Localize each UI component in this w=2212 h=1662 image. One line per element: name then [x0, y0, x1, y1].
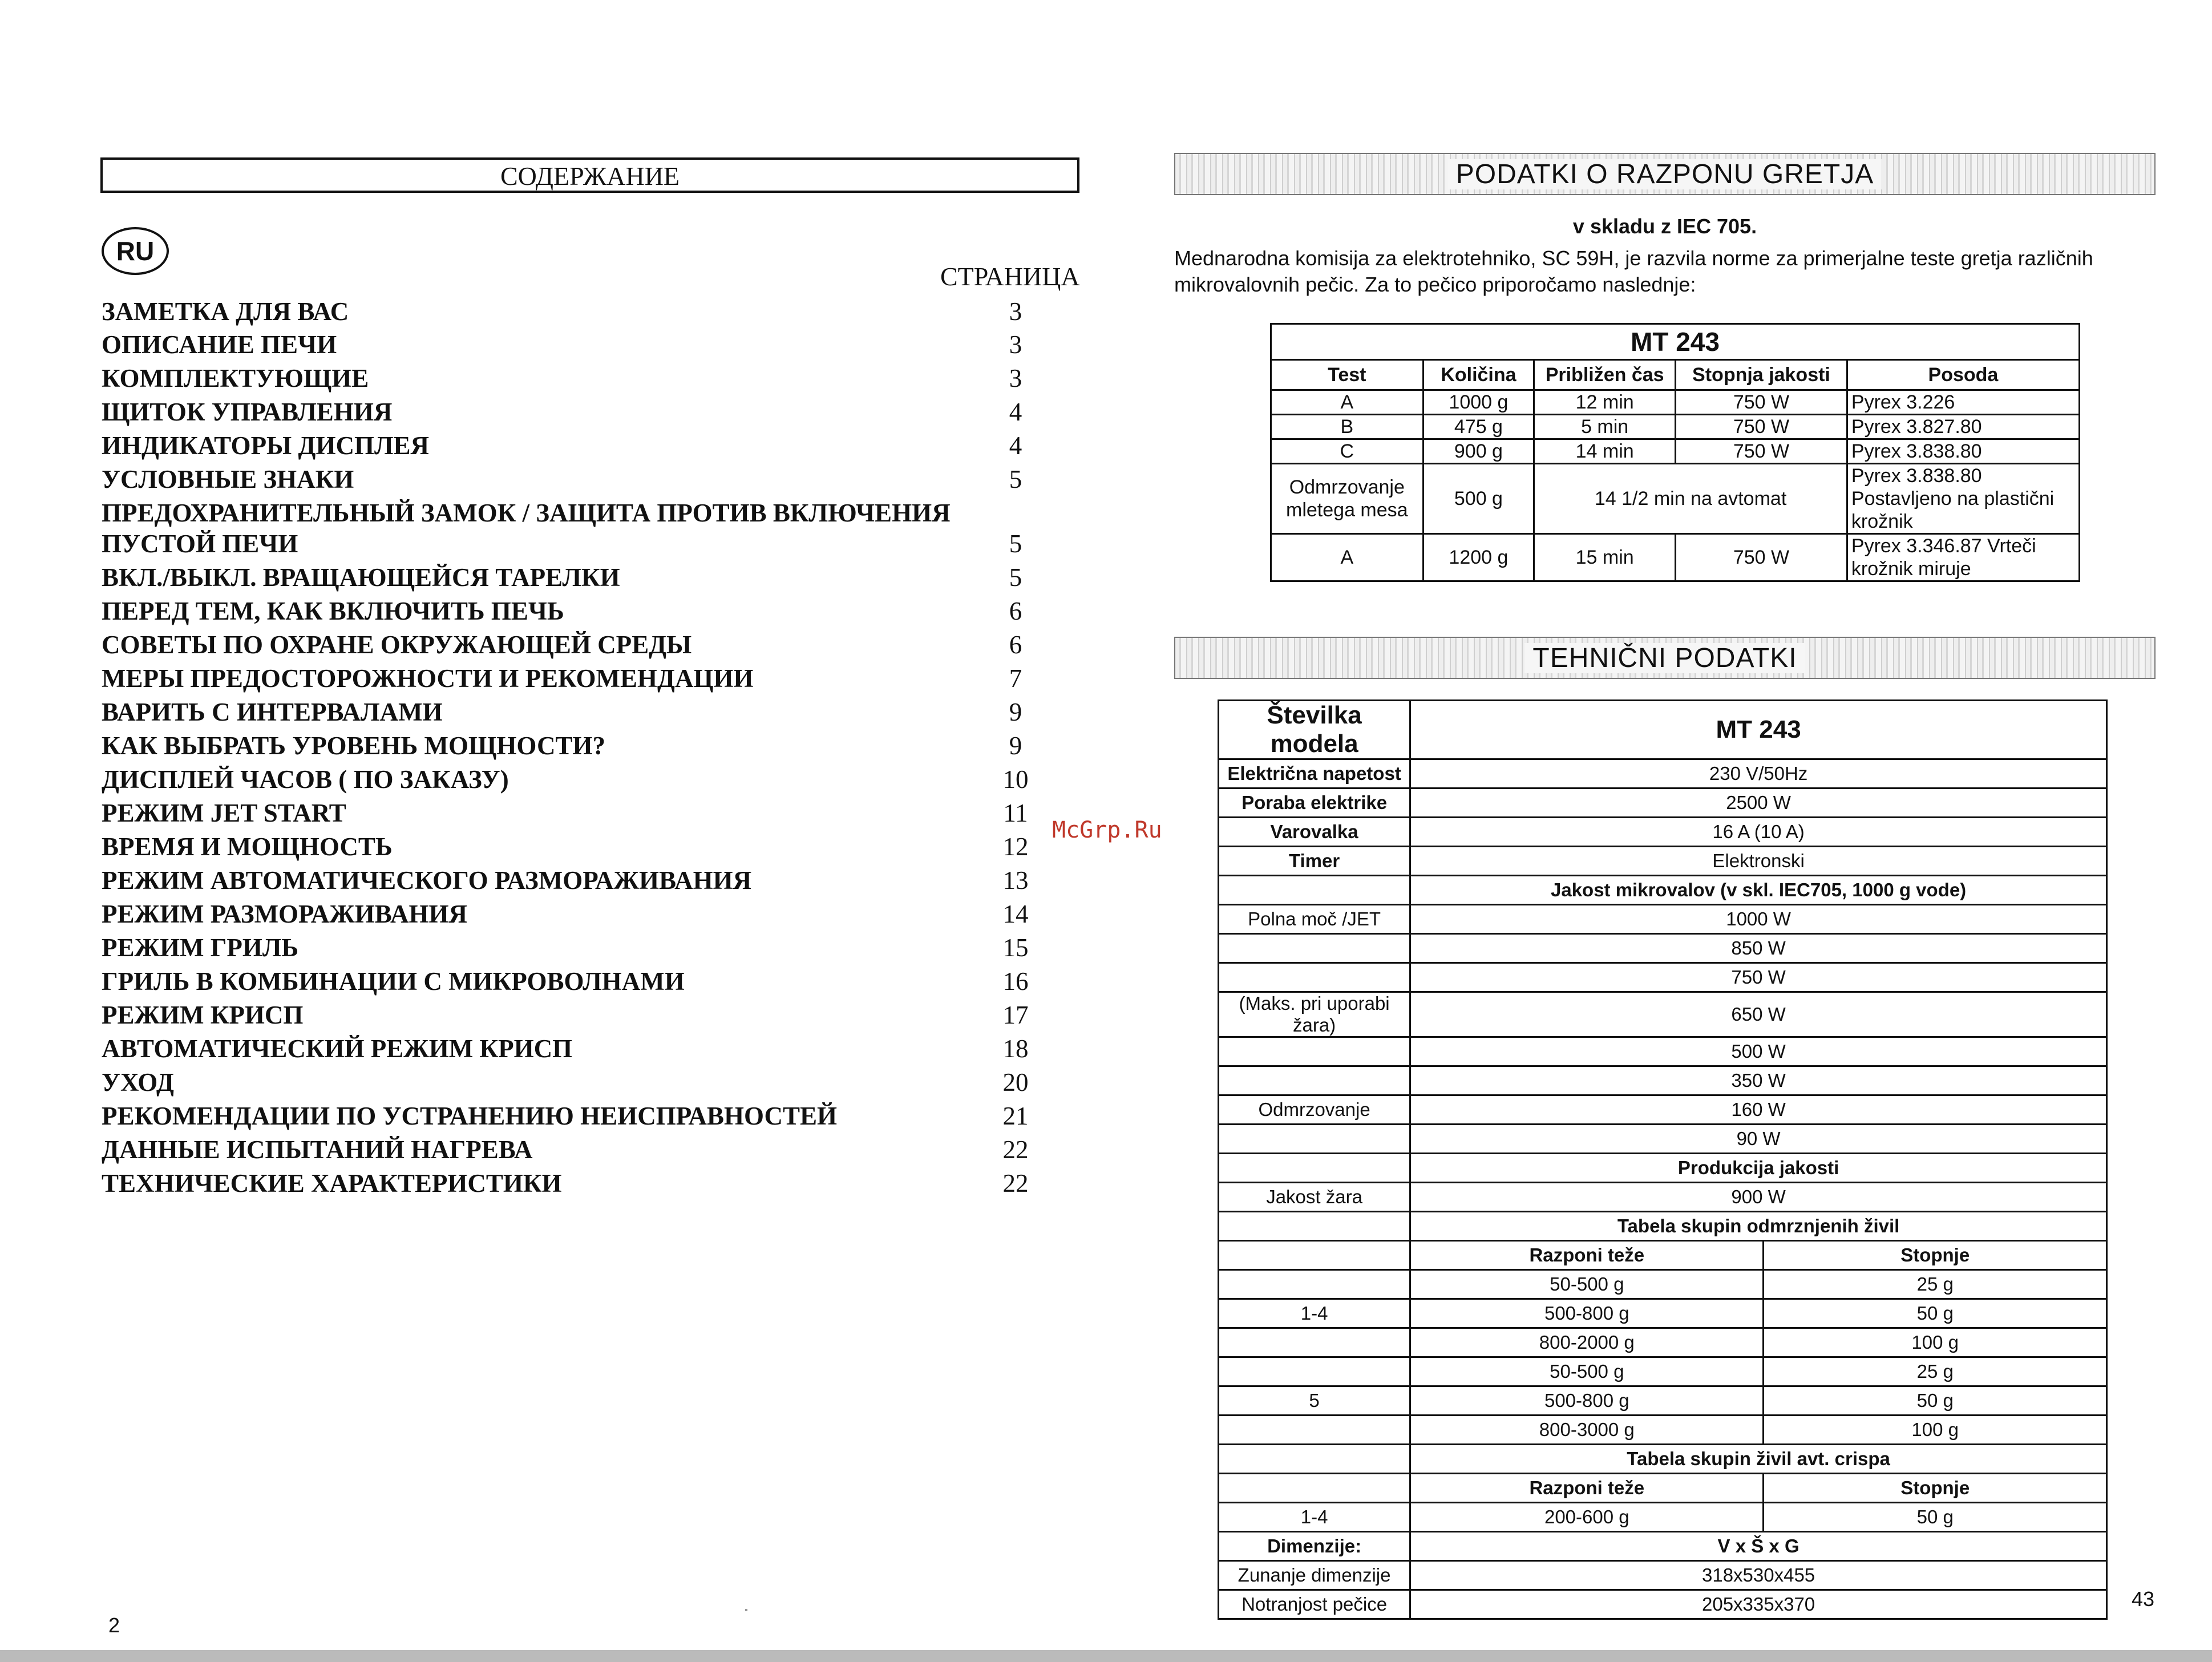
toc-item-label: ДИСПЛЕЙ ЧАСОВ ( ПО ЗАКАЗУ): [102, 765, 509, 794]
heat-section-title: PODATKI O RAZPONU GRETJA: [1448, 159, 1882, 189]
range-cell: 800-3000 g: [1410, 1416, 1764, 1445]
table-row: [1219, 1066, 2107, 1095]
spec-label: Polna moč /JET: [1219, 905, 1410, 934]
step-cell: 100 g: [1764, 1328, 2107, 1357]
section-header: Jakost mikrovalov (v skl. IEC705, 1000 g vode): [1410, 876, 2107, 905]
table-cell: 750 W: [1676, 390, 1847, 415]
empty-cell: [1219, 1241, 1410, 1270]
column-header: Stopnja jakosti: [1676, 360, 1847, 390]
table-cell: 475 g: [1423, 415, 1534, 439]
toc-item-label: ПРЕДОХРАНИТЕЛЬНЫЙ ЗАМОК / ЗАЩИТА ПРОТИВ ВКЛЮЧЕНИЯ: [102, 499, 951, 527]
toc-item-page: 5: [1009, 529, 1022, 558]
table-cell: Pyrex 3.838.80: [1847, 439, 2079, 464]
range-cell: 800-2000 g: [1410, 1328, 1764, 1357]
table-row: [1219, 1299, 2107, 1328]
table-row: [1219, 1037, 2107, 1066]
range-cell: 500-800 g: [1410, 1386, 1764, 1416]
section-header: Tabela skupin živil avt. crispa: [1410, 1445, 2107, 1474]
column-header: Razponi teže: [1410, 1474, 1764, 1503]
scan-speck: [745, 1609, 747, 1611]
toc-item-page: 5: [1009, 465, 1022, 494]
spec-label: Zunanje dimenzije: [1219, 1561, 1410, 1590]
toc-item-page: 17: [1002, 1001, 1029, 1029]
table-row: [1219, 788, 2107, 818]
toc-item-label: РЕЖИМ РАЗМОРАЖИВАНИЯ: [102, 900, 467, 928]
table-row: [1219, 759, 2107, 788]
table-row: [1219, 1357, 2107, 1386]
toc-item-page: 18: [1002, 1034, 1029, 1063]
spec-value: 205x335x370: [1410, 1590, 2107, 1619]
table-cell: A: [1271, 390, 1424, 415]
table-cell: 750 W: [1676, 534, 1847, 581]
table-row: [1219, 905, 2107, 934]
right-page-number: 43: [2132, 1587, 2155, 1611]
spec-value: 750 W: [1410, 963, 2107, 992]
toc-item-label: СОВЕТЫ ПО ОХРАНЕ ОКРУЖАЮЩЕЙ СРЕДЫ: [102, 630, 692, 659]
spec-value: 1000 W: [1410, 905, 2107, 934]
table-cell: Pyrex 3.226: [1847, 390, 2079, 415]
table-row: [1219, 1474, 2107, 1503]
toc-item-page: 6: [1009, 597, 1022, 625]
step-cell: 25 g: [1764, 1270, 2107, 1299]
table-row: [1219, 1590, 2107, 1619]
toc-item-page: 5: [1009, 563, 1022, 592]
toc-item-page: 9: [1009, 698, 1022, 726]
empty-cell: [1219, 1270, 1410, 1299]
table-row: [1219, 963, 2107, 992]
table-cell: 1000 g: [1423, 390, 1534, 415]
toc-item-label: РЕЖИМ ГРИЛЬ: [102, 933, 299, 962]
table-row: [1219, 1125, 2107, 1154]
table-row: [1219, 1386, 2107, 1416]
spec-value: 230 V/50Hz: [1410, 759, 2107, 788]
table-row: [1271, 415, 2080, 439]
toc-item-label: КАК ВЫБРАТЬ УРОВЕНЬ МОЩНОСТИ?: [102, 731, 605, 760]
spec-label: Jakost žara: [1219, 1183, 1410, 1212]
table-row: [1271, 464, 2080, 534]
spec-label: Timer: [1219, 847, 1410, 876]
toc-item-label: МЕРЫ ПРЕДОСТОРОЖНОСТИ И РЕКОМЕНДАЦИИ: [102, 664, 754, 693]
column-header: Posoda: [1847, 360, 2079, 390]
column-header: Razponi teže: [1410, 1241, 1764, 1270]
toc-item-page: 11: [1003, 799, 1028, 827]
toc-item-page: 16: [1002, 967, 1029, 996]
heat-table-header-row: [1271, 360, 2080, 390]
spec-value: 650 W: [1410, 992, 2107, 1037]
heat-intro: Mednarodna komisija za elektrotehniko, SC 59H, je razvila norme za primerjalne teste gretja različnih mikrovalovnih pečic. Za to pečico priporočamo naslednje:: [1174, 246, 2093, 296]
spec-value: 900 W: [1410, 1183, 2107, 1212]
left-page-number: 2: [108, 1614, 120, 1637]
table-cell: 750 W: [1676, 415, 1847, 439]
table-cell: Pyrex 3.346.87 Vrteči krožnik miruje: [1847, 534, 2079, 581]
toc-item-label: ВРЕМЯ И МОЩНОСТЬ: [102, 832, 393, 861]
toc-item-page: 12: [1002, 832, 1029, 861]
toc-item-label: УСЛОВНЫЕ ЗНАКИ: [102, 465, 354, 494]
table-row: [1219, 1503, 2107, 1532]
section-header: Tabela skupin odmrznjenih živil: [1410, 1212, 2107, 1241]
tech-section-banner: [1174, 637, 2156, 679]
spec-label: Odmrzovanje: [1219, 1095, 1410, 1125]
toc-item-label: КОМПЛЕКТУЮЩИЕ: [102, 364, 369, 393]
empty-cell: [1219, 1357, 1410, 1386]
heat-subtitle: v skladu z IEC 705.: [1572, 215, 1757, 238]
toc-item-label: ВКЛ./ВЫКЛ. ВРАЩАЮЩЕЙСЯ ТАРЕЛКИ: [102, 563, 620, 592]
heat-section-banner: [1174, 153, 2156, 195]
group-label: 5: [1219, 1386, 1410, 1416]
spec-value: 160 W: [1410, 1095, 2107, 1125]
spec-value: V x Š x G: [1410, 1532, 2107, 1561]
bottom-edge: [0, 1650, 2212, 1662]
table-cell: 14 1/2 min na avtomat: [1534, 464, 1847, 534]
toc-item-page: 3: [1009, 364, 1022, 393]
toc-item-label: ИНДИКАТОРЫ ДИСПЛЕЯ: [102, 431, 429, 460]
spec-label: Dimenzije:: [1219, 1532, 1410, 1561]
table-row: [1219, 1095, 2107, 1125]
group-label: 1-4: [1219, 1503, 1410, 1532]
tech-section-title: TEHNIČNI PODATKI: [1524, 643, 1805, 673]
toc-item-page: 21: [1002, 1102, 1029, 1130]
table-cell: 14 min: [1534, 439, 1676, 464]
table-row: [1219, 934, 2107, 963]
empty-cell: [1219, 1154, 1410, 1183]
table-cell: Pyrex 3.838.80 Postavljeno na plastični krožnik: [1847, 464, 2079, 534]
toc-item-page: 13: [1002, 866, 1029, 895]
table-row: [1219, 1212, 2107, 1241]
toc-item-label: УХОД: [102, 1068, 174, 1097]
spec-label: (Maks. pri uporabi žara): [1219, 992, 1410, 1037]
group-label: 1-4: [1219, 1299, 1410, 1328]
empty-cell: [1219, 1474, 1410, 1503]
table-cell: C: [1271, 439, 1424, 464]
toc-title: СОДЕРЖАНИЕ: [100, 157, 1079, 193]
table-cell: 900 g: [1423, 439, 1534, 464]
table-cell: Odmrzovanje mletega mesa: [1271, 464, 1424, 534]
step-cell: 50 g: [1764, 1299, 2107, 1328]
step-cell: 25 g: [1764, 1357, 2107, 1386]
table-cell: 5 min: [1534, 415, 1676, 439]
spec-label: Poraba elektrike: [1219, 788, 1410, 818]
watermark: McGrp.Ru: [1052, 817, 1162, 843]
toc-item-page: 7: [1009, 664, 1022, 693]
column-header: Stopnje: [1764, 1474, 2107, 1503]
toc-item-page: 22: [1002, 1169, 1029, 1198]
empty-cell: [1219, 934, 1410, 963]
empty-cell: [1219, 1066, 1410, 1095]
toc-item-page: 15: [1002, 933, 1029, 962]
empty-cell: [1219, 1125, 1410, 1154]
empty-cell: [1219, 876, 1410, 905]
spec-value: 2500 W: [1410, 788, 2107, 818]
toc-item-label: ТЕХНИЧЕСКИЕ ХАРАКТЕРИСТИКИ: [102, 1169, 562, 1198]
spec-value: 16 A (10 A): [1410, 818, 2107, 847]
table-cell: 750 W: [1676, 439, 1847, 464]
toc-item-label: РЕКОМЕНДАЦИИ ПО УСТРАНЕНИЮ НЕИСПРАВНОСТЕЙ: [102, 1102, 838, 1130]
toc-item-page: 14: [1002, 900, 1029, 928]
toc-item-page: 6: [1009, 630, 1022, 659]
column-header: Količina: [1423, 360, 1534, 390]
table-row: [1219, 1183, 2107, 1212]
heat-test-table: [1270, 323, 2080, 582]
spec-value: 90 W: [1410, 1125, 2107, 1154]
table-row: [1219, 876, 2107, 905]
step-cell: 50 g: [1764, 1503, 2107, 1532]
table-row: [1271, 534, 2080, 581]
empty-cell: [1219, 1212, 1410, 1241]
empty-cell: [1219, 1037, 1410, 1066]
table-row: [1219, 1532, 2107, 1561]
toc-item-label: ЗАМЕТКА ДЛЯ ВАС: [102, 297, 349, 326]
toc-item-label: РЕЖИМ JET START: [102, 799, 346, 827]
toc-item-page: 3: [1009, 297, 1022, 326]
table-row: [1219, 1561, 2107, 1590]
column-header: Test: [1271, 360, 1424, 390]
range-cell: 50-500 g: [1410, 1270, 1764, 1299]
toc-item-label: ПЕРЕД ТЕМ, КАК ВКЛЮЧИТЬ ПЕЧЬ: [102, 597, 564, 625]
empty-cell: [1219, 1416, 1410, 1445]
toc-item-label: ГРИЛЬ В КОМБИНАЦИИ С МИКРОВОЛНАМИ: [102, 967, 685, 996]
table-row: [1219, 992, 2107, 1037]
heat-table-title: MT 243: [1271, 324, 2080, 360]
table-cell: 500 g: [1423, 464, 1534, 534]
table-cell: B: [1271, 415, 1424, 439]
range-cell: 500-800 g: [1410, 1299, 1764, 1328]
spec-label: Varovalka: [1219, 818, 1410, 847]
step-cell: 50 g: [1764, 1386, 2107, 1416]
table-row: [1219, 701, 2107, 759]
table-row: [1219, 1328, 2107, 1357]
spec-value: Elektronski: [1410, 847, 2107, 876]
table-row: [1271, 439, 2080, 464]
spec-value: 500 W: [1410, 1037, 2107, 1066]
table-cell: A: [1271, 534, 1424, 581]
toc-item-page: 3: [1009, 330, 1022, 359]
toc-item-label: РЕЖИМ АВТОМАТИЧЕСКОГО РАЗМОРАЖИВАНИЯ: [102, 866, 752, 895]
column-header: Približen čas: [1534, 360, 1676, 390]
table-row: [1219, 1416, 2107, 1445]
range-cell: 50-500 g: [1410, 1357, 1764, 1386]
spec-label: Električna napetost: [1219, 759, 1410, 788]
spec-value: 318x530x455: [1410, 1561, 2107, 1590]
empty-cell: [1219, 1328, 1410, 1357]
empty-cell: [1219, 963, 1410, 992]
language-badge: RU: [102, 227, 169, 275]
spec-label: Notranjost pečice: [1219, 1590, 1410, 1619]
toc-item-label: ПУСТОЙ ПЕЧИ: [102, 529, 298, 558]
spec-value: 350 W: [1410, 1066, 2107, 1095]
table-row: [1219, 1154, 2107, 1183]
toc-item-page: 4: [1009, 398, 1022, 426]
table-cell: 12 min: [1534, 390, 1676, 415]
table-row: [1271, 390, 2080, 415]
column-header: Stopnje: [1764, 1241, 2107, 1270]
table-row: [1219, 1445, 2107, 1474]
step-cell: 100 g: [1764, 1416, 2107, 1445]
toc-item-label: ВАРИТЬ С ИНТЕРВАЛАМИ: [102, 698, 443, 726]
toc-item-page: 20: [1002, 1068, 1029, 1097]
model-value: MT 243: [1410, 701, 2107, 759]
toc-item-label: ЩИТОК УПРАВЛЕНИЯ: [102, 398, 393, 426]
range-cell: 200-600 g: [1410, 1503, 1764, 1532]
toc-item-label: ОПИСАНИЕ ПЕЧИ: [102, 330, 337, 359]
empty-cell: [1219, 1445, 1410, 1474]
toc-item-label: АВТОМАТИЧЕСКИЙ РЕЖИМ КРИСП: [102, 1034, 573, 1063]
table-row: [1219, 1270, 2107, 1299]
section-header: Produkcija jakosti: [1410, 1154, 2107, 1183]
spec-value: 850 W: [1410, 934, 2107, 963]
table-row: [1219, 818, 2107, 847]
table-row: [1219, 847, 2107, 876]
toc-item-label: РЕЖИМ КРИСП: [102, 1001, 304, 1029]
toc-item-page: 4: [1009, 431, 1022, 460]
tech-spec-table: [1218, 699, 2108, 1620]
page-column-header: СТРАНИЦА: [940, 262, 1080, 291]
toc-item-page: 10: [1002, 765, 1029, 794]
table-cell: Pyrex 3.827.80: [1847, 415, 2079, 439]
toc-item-page: 22: [1002, 1135, 1029, 1164]
model-label: Številka modela: [1219, 701, 1410, 759]
toc-item-label: ДАННЫЕ ИСПЫТАНИЙ НАГРЕВА: [102, 1135, 533, 1164]
table-cell: 15 min: [1534, 534, 1676, 581]
table-cell: 1200 g: [1423, 534, 1534, 581]
toc-item-page: 9: [1009, 731, 1022, 760]
table-row: [1219, 1241, 2107, 1270]
